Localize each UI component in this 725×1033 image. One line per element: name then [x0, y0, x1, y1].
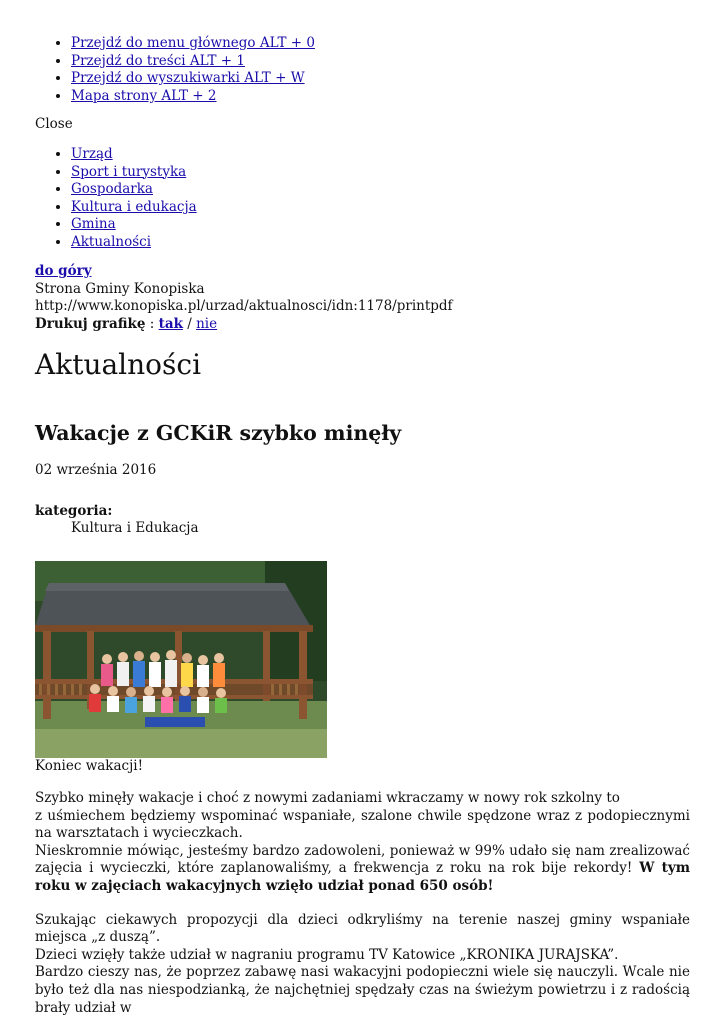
image-caption: Koniec wakacji! — [35, 758, 144, 774]
menu-item — [71, 181, 197, 199]
menu-link-urzad[interactable]: Urząd — [71, 146, 113, 162]
menu-link-gmina[interactable]: Gmina — [71, 216, 116, 233]
menu-item — [71, 164, 197, 182]
article-highlight: W tym roku w zajęciach wakacyjnych wzięło udział ponad 650 osób! — [35, 860, 690, 894]
skip-to-search-link[interactable]: Przejdź do wyszukiwarki ALT + W — [71, 70, 305, 87]
article-text: z uśmiechem będziemy wspominać wspaniałe, szalone chwile spędzone wraz z podopiecznymi na warsztatach i wycieczkach. — [35, 807, 690, 842]
section-heading: Aktualności — [35, 348, 202, 381]
skip-link-item — [71, 70, 315, 88]
article-paragraph — [35, 790, 690, 896]
skip-to-content-link[interactable]: Przejdź do treści ALT + 1 — [71, 52, 245, 69]
category-value: Kultura i Edukacja — [71, 520, 199, 536]
page-url: http://www.konopiska.pl/urzad/aktualnosci/idn:1178/printpdf — [35, 298, 453, 315]
article-text: Bardzo cieszy nas, że poprzez zabawę nasi wakacyjni podopieczni wiele się nauczyli. Wcale nie było też dla nas niespodzianką, że najchętniej spędzały czas na świeżym powietrzu i z radością brały udział w — [35, 964, 690, 1016]
article-date: 02 września 2016 — [35, 462, 157, 478]
menu-link-sport[interactable]: Sport i turystyka — [71, 163, 187, 180]
skip-link-item — [71, 88, 315, 106]
back-to-top-row — [35, 263, 695, 281]
print-graphics-colon: : — [149, 315, 155, 332]
menu-item — [71, 216, 197, 234]
menu-link-gospodarka[interactable]: Gospodarka — [71, 181, 153, 198]
article-photo — [35, 561, 327, 758]
back-to-top-link[interactable]: do góry — [35, 263, 92, 279]
article-title: Wakacje z GCKiR szybko minęły — [35, 421, 402, 445]
skip-to-main-menu-link[interactable]: Przejdź do menu głównego ALT + 0 — [71, 35, 315, 51]
article-paragraph — [35, 912, 690, 1018]
skip-links-list — [0, 35, 315, 105]
article-text: Dzieci wzięły także udział w nagraniu programu TV Katowice „KRONIKA JURAJSKA”. — [35, 946, 619, 963]
category-label: kategoria: — [35, 503, 113, 519]
print-graphics-label: Drukuj grafikę — [35, 315, 146, 332]
site-name: Strona Gminy Konopiska — [35, 280, 205, 297]
menu-item — [71, 146, 197, 164]
menu-item — [71, 199, 197, 217]
menu-link-aktualnosci[interactable]: Aktualności — [71, 233, 152, 250]
article-text: Nieskromnie mówiąc, jesteśmy bardzo zadowoleni, ponieważ w 99% udało się nam zrealizować zajęcia i wycieczki, które zaplanowaliśmy, a frekwencja z roku na rok bije rekordy! — [35, 842, 690, 877]
menu-link-kultura[interactable]: Kultura i edukacja — [71, 198, 197, 215]
article-body — [35, 790, 690, 1033]
close-label[interactable]: Close — [35, 116, 73, 132]
skip-link-item — [71, 35, 315, 53]
main-menu — [0, 146, 197, 252]
article-text: Szukając ciekawych propozycji dla dzieci odkryliśmy na terenie naszej gminy wspaniałe miejsca „z duszą”. — [35, 911, 690, 946]
sitemap-link[interactable]: Mapa strony ALT + 2 — [71, 87, 217, 104]
skip-link-item — [71, 53, 315, 71]
print-graphics-yes-link[interactable]: tak — [158, 315, 183, 332]
article-text: Szybko minęły wakacje i choć z nowymi zadaniami wkraczamy w nowy rok szkolny to — [35, 790, 620, 806]
print-meta — [35, 263, 695, 333]
print-graphics-slash: / — [187, 315, 192, 332]
print-graphics-no-link[interactable]: nie — [196, 315, 218, 332]
print-graphics-row — [35, 316, 695, 334]
menu-item — [71, 234, 197, 252]
